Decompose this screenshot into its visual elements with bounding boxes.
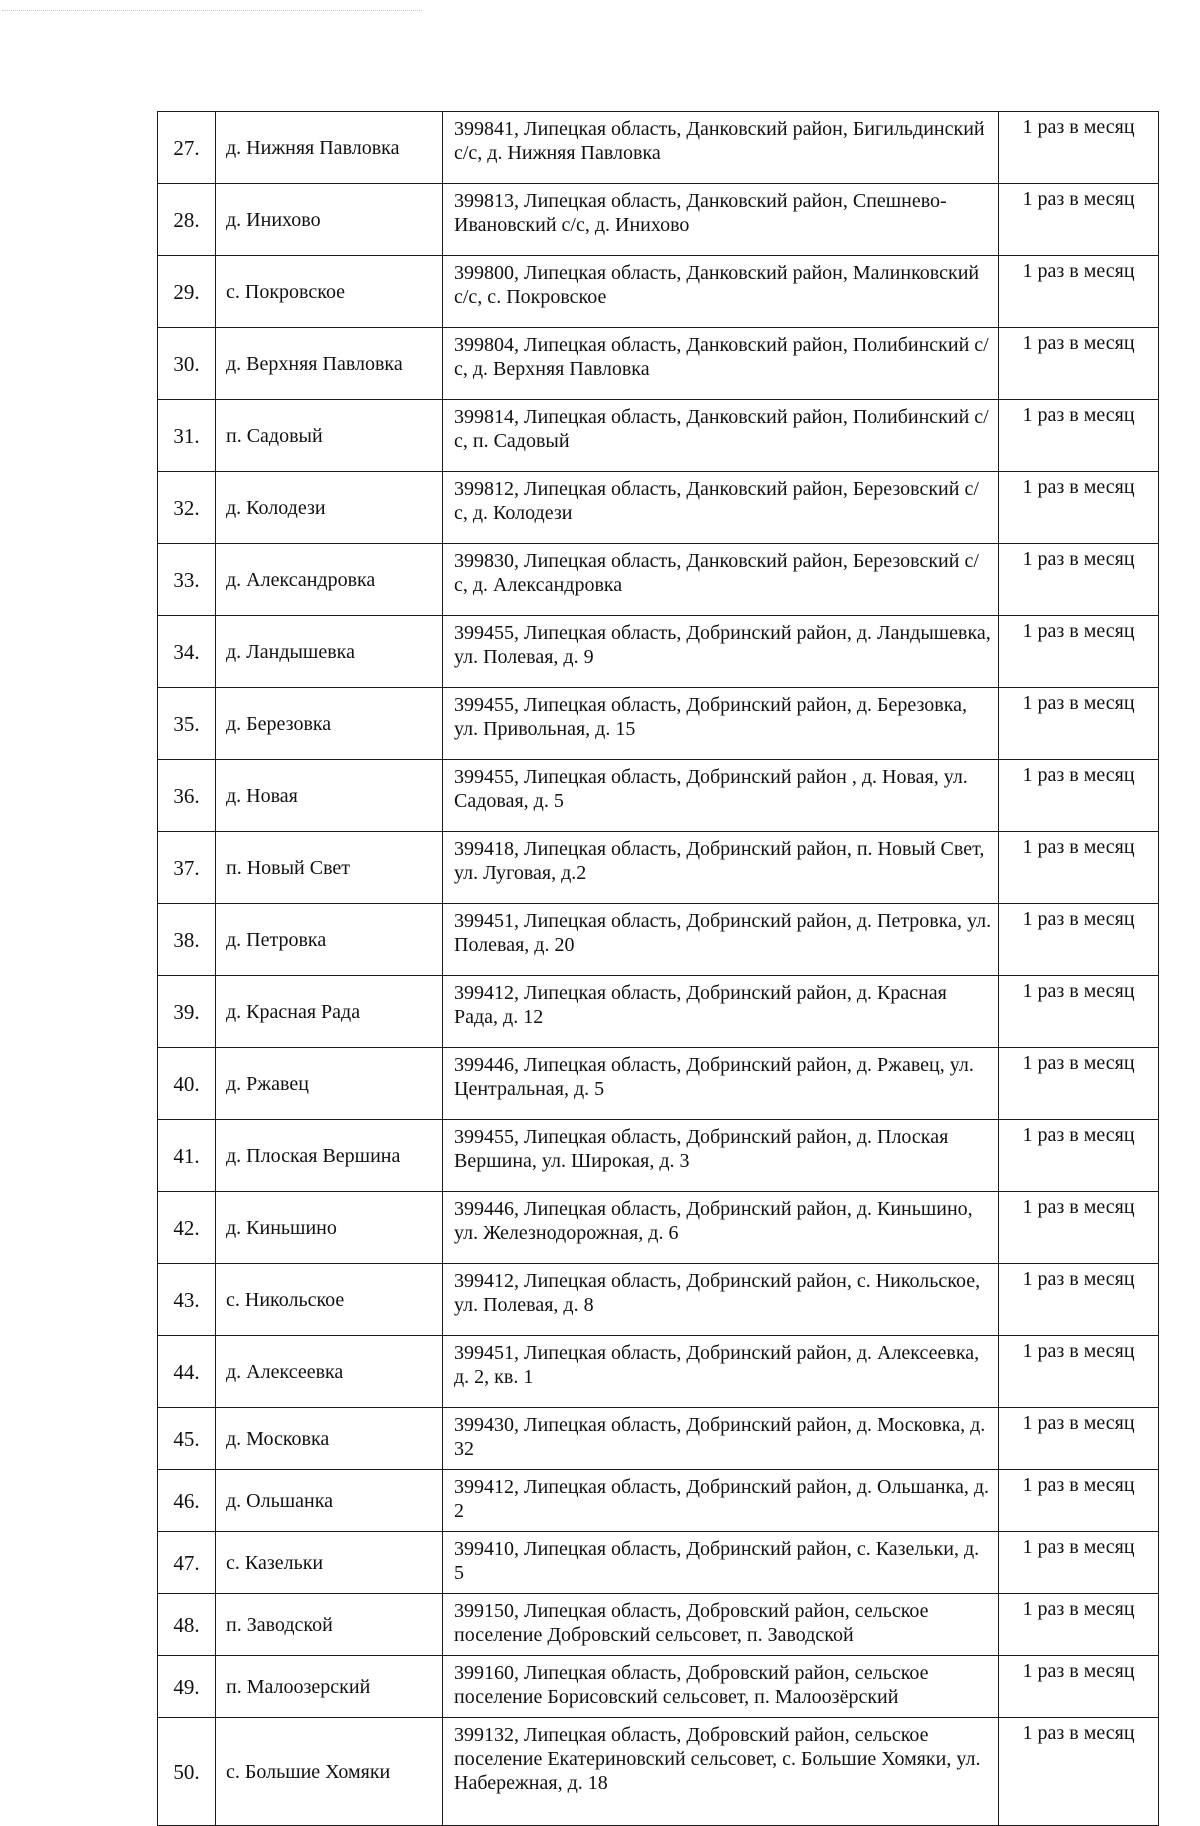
table-row (158, 1192, 1159, 1264)
row-number: 32. (158, 472, 216, 544)
settlement-address: 399814, Липецкая область, Данковский район, Полибинский с/с, п. Садовый (443, 400, 999, 472)
settlement-name: д. Алексеевка (216, 1336, 443, 1408)
settlement-address: 399132, Липецкая область, Добровский район, сельское поселение Екатериновский сельсовет, с. Большие Хомяки, ул. Набережная, д. 18 (443, 1718, 999, 1826)
row-number: 28. (158, 184, 216, 256)
settlement-name: д. Плоская Вершина (216, 1120, 443, 1192)
visit-frequency: 1 раз в месяц (999, 616, 1159, 688)
scan-artifact-line (2, 10, 422, 11)
table-row (158, 760, 1159, 832)
row-number: 41. (158, 1120, 216, 1192)
settlement-name: д. Инихово (216, 184, 443, 256)
row-number: 31. (158, 400, 216, 472)
row-number: 48. (158, 1594, 216, 1656)
settlement-address: 399830, Липецкая область, Данковский район, Березовский с/с, д. Александровка (443, 544, 999, 616)
visit-frequency: 1 раз в месяц (999, 760, 1159, 832)
settlement-name: п. Новый Свет (216, 832, 443, 904)
settlement-address: 399446, Липецкая область, Добринский район, д. Киньшино, ул. Железнодорожная, д. 6 (443, 1192, 999, 1264)
visit-frequency: 1 раз в месяц (999, 1656, 1159, 1718)
visit-frequency: 1 раз в месяц (999, 1470, 1159, 1532)
row-number: 43. (158, 1264, 216, 1336)
settlement-name: д. Киньшино (216, 1192, 443, 1264)
settlement-address: 399455, Липецкая область, Добринский район, д. Березовка, ул. Привольная, д. 15 (443, 688, 999, 760)
row-number: 50. (158, 1718, 216, 1826)
table-row (158, 904, 1159, 976)
settlement-address: 399412, Липецкая область, Добринский район, д. Красная Рада, д. 12 (443, 976, 999, 1048)
settlement-address: 399451, Липецкая область, Добринский район, д. Петровка, ул. Полевая, д. 20 (443, 904, 999, 976)
settlement-name: п. Малоозерский (216, 1656, 443, 1718)
table-row (158, 1048, 1159, 1120)
settlement-address: 399455, Липецкая область, Добринский район, д. Ландышевка, ул. Полевая, д. 9 (443, 616, 999, 688)
visit-frequency: 1 раз в месяц (999, 472, 1159, 544)
settlement-address: 399812, Липецкая область, Данковский район, Березовский с/с, д. Колодези (443, 472, 999, 544)
settlement-address: 399455, Липецкая область, Добринский район, д. Плоская Вершина, ул. Широкая, д. 3 (443, 1120, 999, 1192)
settlement-address: 399418, Липецкая область, Добринский район, п. Новый Свет, ул. Луговая, д.2 (443, 832, 999, 904)
settlement-address: 399410, Липецкая область, Добринский район, с. Казельки, д. 5 (443, 1532, 999, 1594)
table-row (158, 400, 1159, 472)
visit-frequency: 1 раз в месяц (999, 976, 1159, 1048)
visit-frequency: 1 раз в месяц (999, 256, 1159, 328)
visit-frequency: 1 раз в месяц (999, 1264, 1159, 1336)
settlement-name: п. Заводской (216, 1594, 443, 1656)
visit-frequency: 1 раз в месяц (999, 832, 1159, 904)
table-row (158, 1264, 1159, 1336)
visit-frequency: 1 раз в месяц (999, 1120, 1159, 1192)
settlement-address: 399455, Липецкая область, Добринский район , д. Новая, ул. Садовая, д. 5 (443, 760, 999, 832)
settlement-name: д. Московка (216, 1408, 443, 1470)
settlement-name: д. Новая (216, 760, 443, 832)
table-row (158, 328, 1159, 400)
visit-frequency: 1 раз в месяц (999, 1192, 1159, 1264)
table-row (158, 976, 1159, 1048)
settlement-name: д. Ржавец (216, 1048, 443, 1120)
settlement-name: д. Ольшанка (216, 1470, 443, 1532)
settlement-name: д. Нижняя Павловка (216, 112, 443, 184)
settlement-address: 399412, Липецкая область, Добринский район, с. Никольское, ул. Полевая, д. 8 (443, 1264, 999, 1336)
visit-frequency: 1 раз в месяц (999, 688, 1159, 760)
visit-frequency: 1 раз в месяц (999, 328, 1159, 400)
row-number: 40. (158, 1048, 216, 1120)
settlement-name: с. Покровское (216, 256, 443, 328)
settlement-address: 399150, Липецкая область, Добровский район, сельское поселение Добровский сельсовет, п. Заводской (443, 1594, 999, 1656)
visit-frequency: 1 раз в месяц (999, 400, 1159, 472)
table-row (158, 688, 1159, 760)
settlement-name: д. Березовка (216, 688, 443, 760)
visit-frequency: 1 раз в месяц (999, 1336, 1159, 1408)
table-row (158, 1336, 1159, 1408)
visit-frequency: 1 раз в месяц (999, 1718, 1159, 1826)
row-number: 38. (158, 904, 216, 976)
row-number: 44. (158, 1336, 216, 1408)
table-row (158, 616, 1159, 688)
row-number: 29. (158, 256, 216, 328)
table-row (158, 472, 1159, 544)
settlement-address: 399412, Липецкая область, Добринский район, д. Ольшанка, д. 2 (443, 1470, 999, 1532)
row-number: 39. (158, 976, 216, 1048)
row-number: 49. (158, 1656, 216, 1718)
table-row (158, 1718, 1159, 1826)
settlement-address: 399813, Липецкая область, Данковский район, Спешнево-Ивановский с/с, д. Инихово (443, 184, 999, 256)
settlement-name: с. Казельки (216, 1532, 443, 1594)
table-row (158, 1408, 1159, 1470)
table-row (158, 256, 1159, 328)
row-number: 47. (158, 1532, 216, 1594)
settlements-table (157, 111, 1159, 1826)
settlement-name: д. Петровка (216, 904, 443, 976)
settlement-name: д. Красная Рада (216, 976, 443, 1048)
table-row (158, 544, 1159, 616)
settlement-name: д. Колодези (216, 472, 443, 544)
row-number: 30. (158, 328, 216, 400)
settlement-name: д. Александровка (216, 544, 443, 616)
settlement-name: с. Никольское (216, 1264, 443, 1336)
settlement-address: 399451, Липецкая область, Добринский район, д. Алексеевка, д. 2, кв. 1 (443, 1336, 999, 1408)
visit-frequency: 1 раз в месяц (999, 112, 1159, 184)
row-number: 37. (158, 832, 216, 904)
table-body (158, 112, 1159, 1826)
row-number: 34. (158, 616, 216, 688)
row-number: 45. (158, 1408, 216, 1470)
visit-frequency: 1 раз в месяц (999, 1532, 1159, 1594)
row-number: 35. (158, 688, 216, 760)
visit-frequency: 1 раз в месяц (999, 544, 1159, 616)
table-row (158, 1532, 1159, 1594)
settlement-name: с. Большие Хомяки (216, 1718, 443, 1826)
settlement-name: п. Садовый (216, 400, 443, 472)
table-row (158, 1656, 1159, 1718)
visit-frequency: 1 раз в месяц (999, 1408, 1159, 1470)
table-row (158, 184, 1159, 256)
table-row (158, 1594, 1159, 1656)
settlement-address: 399804, Липецкая область, Данковский район, Полибинский с/с, д. Верхняя Павловка (443, 328, 999, 400)
table-row (158, 1120, 1159, 1192)
visit-frequency: 1 раз в месяц (999, 184, 1159, 256)
row-number: 27. (158, 112, 216, 184)
visit-frequency: 1 раз в месяц (999, 1048, 1159, 1120)
row-number: 36. (158, 760, 216, 832)
settlement-name: д. Верхняя Павловка (216, 328, 443, 400)
settlement-address: 399430, Липецкая область, Добринский район, д. Московка, д. 32 (443, 1408, 999, 1470)
table-row (158, 112, 1159, 184)
settlement-name: д. Ландышевка (216, 616, 443, 688)
table-row (158, 1470, 1159, 1532)
row-number: 33. (158, 544, 216, 616)
visit-frequency: 1 раз в месяц (999, 904, 1159, 976)
table-row (158, 832, 1159, 904)
settlement-address: 399841, Липецкая область, Данковский район, Бигильдинский с/с, д. Нижняя Павловка (443, 112, 999, 184)
settlement-address: 399160, Липецкая область, Добровский район, сельское поселение Борисовский сельсовет, п. Малоозёрский (443, 1656, 999, 1718)
settlement-address: 399800, Липецкая область, Данковский район, Малинковский с/с, с. Покровское (443, 256, 999, 328)
visit-frequency: 1 раз в месяц (999, 1594, 1159, 1656)
row-number: 46. (158, 1470, 216, 1532)
settlement-address: 399446, Липецкая область, Добринский район, д. Ржавец, ул. Центральная, д. 5 (443, 1048, 999, 1120)
row-number: 42. (158, 1192, 216, 1264)
